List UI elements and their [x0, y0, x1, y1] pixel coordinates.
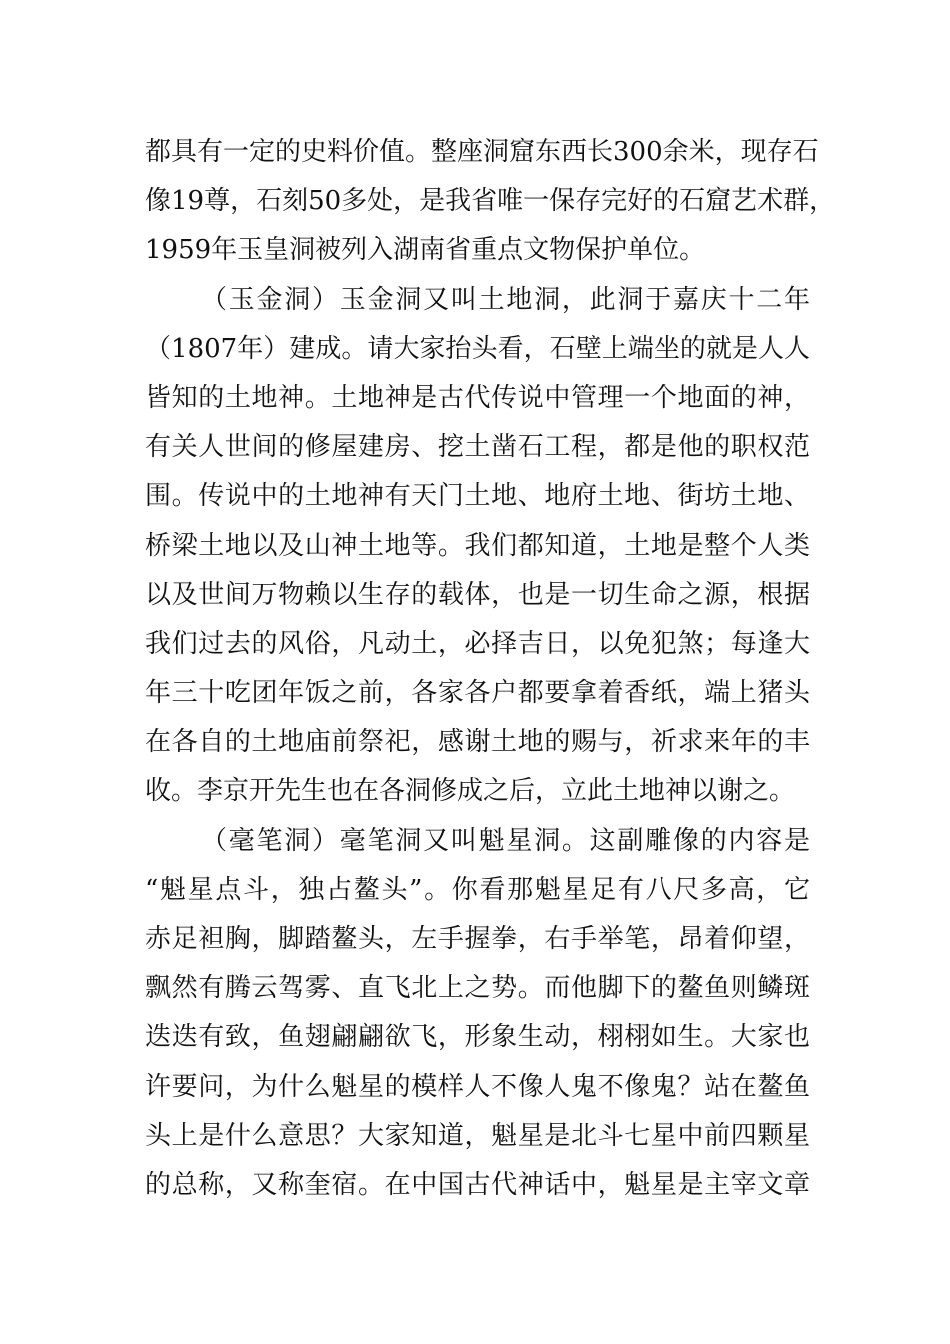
text-line: 迭迭有致，鱼翅翩翩欲飞，形象生动，栩栩如生。大家也	[145, 1022, 810, 1053]
paragraph-yujin-cave	[145, 276, 810, 817]
text-line: 以及世间万物赖以生存的载体，也是一切生命之源，根据	[145, 579, 810, 610]
document-body	[145, 128, 836, 1210]
text-line: 围。传说中的土地神有天门土地、地府土地、街坊土地、	[145, 481, 810, 512]
text-line: 有关人世间的修屋建房、挖土凿石工程，都是他的职权范	[145, 432, 810, 463]
text-line: 赤足袒胸，脚踏鳌头，左手握拳，右手举笔，昂着仰望，	[145, 924, 810, 954]
text-line: 年三十吃团年饭之前，各家各户都要拿着香纸，端上猪头	[145, 678, 810, 709]
text-line: 我们过去的风俗，凡动土，必择吉日，以免犯煞；每逢大	[145, 628, 810, 659]
text-line: （1807年）建成。请大家抬头看，石壁上端坐的就是人人	[145, 333, 810, 364]
text-line: 的总称，又称奎宿。在中国古代神话中，魁星是主宰文章	[145, 1169, 810, 1200]
text-line: 都具有一定的史料价值。整座洞窟东西长300余米，现存石	[145, 137, 819, 167]
text-line: 飘然有腾云驾雾、直飞北上之势。而他脚下的鳌鱼则鳞斑	[145, 973, 810, 1004]
paragraph-continuation	[145, 128, 836, 276]
text-line: 头上是什么意思？大家知道，魁星是北斗七星中前四颗星	[145, 1120, 810, 1151]
text-line: “魁星点斗，独占鳌头”。你看那魁星足有八尺多高，它	[145, 874, 810, 905]
paragraph-haobi-cave	[145, 817, 810, 1211]
text-line: 皆知的土地神。土地神是古代传说中管理一个地面的神，	[145, 382, 810, 413]
text-line: 1959年玉皇洞被列入湖南省重点文物保护单位。	[145, 235, 706, 266]
text-line: 桥梁土地以及山神土地等。我们都知道，土地是整个人类	[145, 530, 810, 561]
text-line: （毫笔洞）毫笔洞又叫魁星洞。这副雕像的内容是	[201, 825, 810, 856]
text-line: （玉金洞）玉金洞又叫土地洞，此洞于嘉庆十二年	[201, 284, 810, 315]
text-line: 许要问，为什么魁星的模样人不像人鬼不像鬼？站在鳌鱼	[145, 1071, 810, 1102]
text-line: 在各自的土地庙前祭祀，感谢土地的赐与，祈求来年的丰	[145, 727, 810, 758]
text-line: 像19尊，石刻50多处，是我省唯一保存完好的石窟艺术群，	[145, 186, 836, 217]
text-line: 收。李京开先生也在各洞修成之后，立此土地神以谢之。	[145, 776, 796, 807]
